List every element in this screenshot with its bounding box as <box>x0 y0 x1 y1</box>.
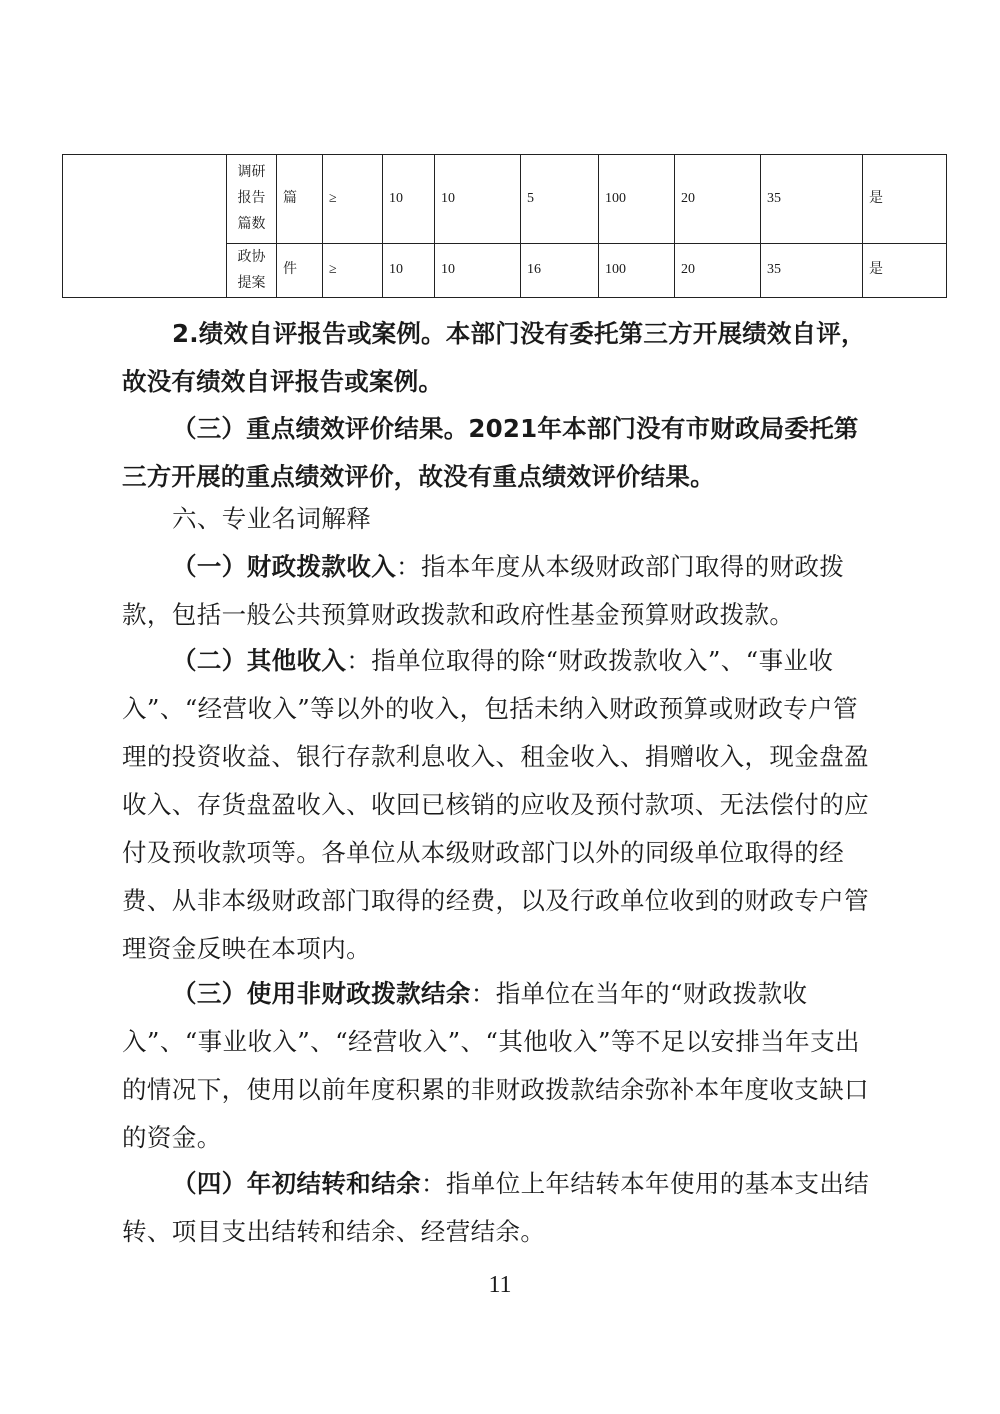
result-cell: 是 <box>863 155 947 244</box>
section-heading: 六、专业名词解释 <box>172 504 372 533</box>
unit-cell: 件 <box>277 244 323 298</box>
value-cell: 10 <box>435 155 521 244</box>
definition-text: ：指本年度从本级财政部门取得的财政拨款，包括一般公共预算财政拨款和政府性基金预算财政拨款。 <box>122 552 845 629</box>
value-cell: 20 <box>675 244 761 298</box>
value-cell: 35 <box>761 155 863 244</box>
value-cell: 10 <box>435 244 521 298</box>
definition-term: （二）其他收入 <box>172 646 347 675</box>
value-cell: 16 <box>521 244 599 298</box>
value-cell: 10 <box>383 244 435 298</box>
value-cell: 100 <box>599 244 675 298</box>
indicator-name-cell <box>227 155 277 244</box>
definition-text: ：指单位在当年的“财政拨款收入”、“事业收入”、“经营收入”、“其他收入”等不足以安排当年支出的情况下，使用以前年度积累的非财政拨款结余弥补本年度收支缺口的资金。 <box>122 979 869 1152</box>
definition-paragraph <box>122 970 880 1162</box>
definition-term: （四）年初结转和结余 <box>172 1169 421 1198</box>
indicator-name-cell <box>227 244 277 298</box>
page-number: 11 <box>488 1272 512 1298</box>
result-cell: 是 <box>863 244 947 298</box>
self-evaluation-paragraph: 2.绩效自评报告或案例。本部门没有委托第三方开展绩效自评，故没有绩效自评报告或案例。 <box>122 319 866 396</box>
merged-blank-cell <box>63 155 227 298</box>
definition-term: （三）使用非财政拨款结余 <box>172 979 471 1008</box>
key-evaluation-paragraph: （三）重点绩效评价结果。2021年本部门没有市财政局委托第三方开展的重点绩效评价，故没有重点绩效评价结果。 <box>122 414 859 491</box>
indicator-line: 报告 <box>237 191 266 206</box>
definition-text: ：指单位取得的除“财政拨款收入”、“事业收入”、“经营收入”等以外的收入，包括未纳入财政预算或财政专户管理的投资收益、银行存款利息收入、租金收入、捐赠收入，现金盘盈收入、存货盘盈收入、收回已核销的应收及预付款项、无法偿付的应付及预收款项等。各单位从本级财政部门以外的同级单位取得的经费、从非本级财政部门取得的经费，以及行政单位收到的财政专户管理资金反映在本项内。 <box>122 646 869 963</box>
value-cell: 5 <box>521 155 599 244</box>
indicator-line: 篇数 <box>237 217 266 232</box>
value-cell: 100 <box>599 155 675 244</box>
operator-cell: ≥ <box>323 155 383 244</box>
indicator-line: 调研 <box>237 165 266 180</box>
value-cell: 20 <box>675 155 761 244</box>
definition-text: ：指单位上年结转本年使用的基本支出结转、项目支出结转和结余、经营结余。 <box>122 1169 870 1246</box>
value-cell: 35 <box>761 244 863 298</box>
table-row <box>63 155 947 244</box>
operator-cell: ≥ <box>323 244 383 298</box>
definition-paragraph <box>122 543 880 639</box>
performance-table <box>62 154 947 298</box>
definition-term: （一）财政拨款收入 <box>172 552 397 581</box>
definition-paragraph <box>122 637 880 973</box>
indicator-line: 政协 <box>237 249 266 265</box>
indicator-line: 提案 <box>237 275 266 291</box>
definition-paragraph <box>122 1160 880 1256</box>
unit-cell: 篇 <box>277 155 323 244</box>
value-cell: 10 <box>383 155 435 244</box>
